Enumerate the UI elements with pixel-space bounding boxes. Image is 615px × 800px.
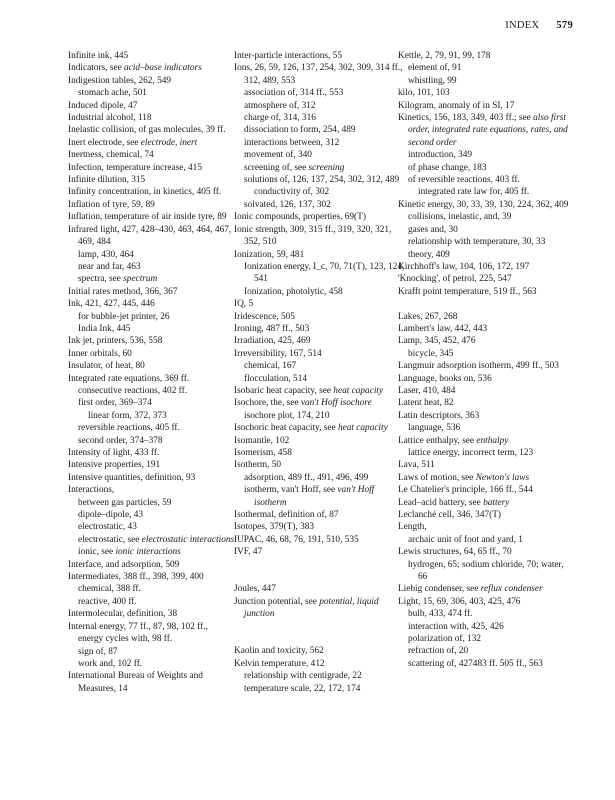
index-entry: Indicators, see acid–base indicators (68, 63, 202, 74)
index-entry: Integrated rate equations, 369 ff. (68, 373, 190, 384)
index-subentry: atmosphere of, 312 (244, 100, 316, 111)
index-entry: Isochore, the, see van't Hoff isochore (234, 398, 372, 409)
index-entry: Ionic strength, 309, 315 ff., 319, 320, 321, 352, 510 (234, 224, 392, 248)
index-subentry: reversible reactions, 405 ff. (78, 423, 180, 434)
index-entry: Iridescence, 505 (234, 311, 295, 322)
index-entry: Ions, 26, 59, 126, 137, 254, 302, 309, 314 ff., 312, 489, 553 (234, 63, 403, 86)
index-entry: Isotherm, 50 (234, 460, 281, 471)
index-subentry: second order, 374–378 (78, 435, 163, 446)
index-entry: Infinite ink, 445 (68, 51, 129, 61)
index-entry: Liebig condenser, see reflux condenser (398, 584, 543, 595)
index-entry: Le Chatelier's principle, 166 ff., 544 (398, 485, 533, 496)
index-entry: Intensive properties, 191 (68, 460, 161, 471)
index-subentry: language, 536 (408, 423, 461, 434)
index-subentry: consecutive reactions, 402 ff. (78, 385, 188, 396)
index-entry: IQ, 5 (234, 299, 254, 310)
index-subentry: hydrogen, 65; sodium chloride, 70; water, 66 (408, 559, 564, 583)
index-entry: Infinite dilution, 315 (68, 175, 146, 186)
index-subentry: linear form, 372, 373 (88, 410, 167, 421)
index-entry: Internal energy, 77 ff., 87, 98, 102 ff., (68, 621, 208, 632)
index-entry: Inflation, temperature of air inside tyre, 89 (68, 212, 227, 223)
index-entry: Induced dipole, 47 (68, 100, 138, 111)
index-entry: Infection, temperature increase, 415 (68, 162, 202, 173)
index-entry: Ionic compounds, properties, 69(T) (234, 212, 366, 223)
index-subentry: flocculation, 514 (244, 373, 307, 384)
section-title: INDEX (505, 20, 540, 31)
index-subentry: adsorption, 489 ff., 491, 496, 499 (244, 472, 369, 483)
spacer (234, 633, 406, 645)
index-subentry: archaic unit of foot and yard, 1 (408, 534, 523, 545)
index-entry: Isomerism, 458 (234, 448, 292, 458)
index-subentry: whistling, 99 (408, 75, 457, 86)
index-subentry: polarization of, 132 (408, 634, 482, 645)
index-subentry: Ionization, photolytic, 458 (244, 286, 343, 297)
spacer (234, 559, 406, 571)
index-subentry: between gas particles, 59 (78, 497, 172, 508)
index-subentry: interactions between, 312 (244, 137, 340, 148)
index-entry: Lambert's law, 442, 443 (398, 323, 488, 334)
index-entry: Laws of motion, see Newton's laws (398, 472, 530, 483)
index-entry: Lakes, 267, 268 (398, 311, 458, 322)
index-entry: Inert electrode, see electrode, inert (68, 137, 198, 148)
index-entry: Langmuir adsorption isotherm, 499 ff., 503 (398, 361, 559, 372)
index-entry: Kaolin and toxicity, 562 (234, 646, 324, 657)
index-entry: Inertness, chemical, 74 (68, 150, 154, 161)
index-subentry: conductivity of, 302 (254, 187, 330, 198)
index-entry: Lattice enthalpy, see enthalpy (398, 435, 509, 446)
index-entry: Kinetics, 156, 183, 349, 403 ff.; see also first order, integrated rate equations, rates, and second order (398, 113, 568, 148)
index-subentry: sign of, 87 (78, 646, 118, 657)
index-subentry: solutions of, 126, 137, 254, 302, 312, 489 (244, 175, 400, 186)
index-entry: Isotopes, 379(T), 383 (234, 522, 315, 533)
index-subentry: association of, 314 ff., 553 (244, 88, 344, 99)
index-entry: Intermolecular, definition, 38 (68, 609, 178, 620)
index-subentry: reactive, 400 ff. (78, 596, 137, 607)
index-subentry: collisions, inelastic, and, 39 (408, 212, 512, 223)
index-subentry: spectra, see spectrum (78, 274, 158, 285)
index-subentry: work and, 102 ff. (78, 658, 143, 669)
index-entry: Isomantle, 102 (234, 435, 290, 446)
index-subentry: relationship with temperature, 30, 33 (408, 237, 546, 248)
index-entry: Infinity concentration, in kinetics, 405 ff. (68, 187, 222, 198)
spacer (398, 298, 570, 310)
index-subentry: refraction of, 20 (408, 646, 469, 657)
index-entry: IVF, 47 (234, 547, 263, 558)
index-subentry: lattice energy, incorrect term, 123 (408, 447, 534, 458)
index-entry: Kirchhoff's law, 104, 106, 172, 197 (398, 261, 530, 272)
index-entry: Intensive quantities, definition, 93 (68, 472, 196, 483)
index-subentry: of reversible reactions, 403 ff. (408, 175, 520, 186)
index-entry: Inner orbitals, 60 (68, 348, 132, 359)
index-entry: Isochoric heat capacity, see heat capacity (234, 423, 388, 434)
index-entry: Interface, and adsorption, 509 (68, 559, 180, 570)
index-entry: Lamp, 345, 452, 476 (398, 336, 476, 347)
index-subentry: ionic, see ionic interactions (78, 547, 181, 558)
index-entry: Infrared light, 427, 428–430, 463, 464, 467, 469, 484 (68, 224, 232, 248)
index-entry: Latent heat, 82 (398, 398, 454, 409)
index-subentry: relationship with centigrade, 22 (244, 671, 362, 682)
index-subentry: chemical, 388 ff. (78, 584, 141, 595)
index-subentry: isochore plot, 174, 210 (244, 410, 330, 421)
index-subentry: of phase change, 183 (408, 162, 487, 173)
index-subentry: first order, 369–374 (78, 398, 152, 409)
spacer (234, 571, 406, 583)
index-subentry: chemical, 167 (244, 361, 297, 372)
running-header (505, 20, 573, 31)
index-subentry: bulb, 433, 474 ff. (408, 609, 473, 620)
index-entry: Isothermal, definition of, 87 (234, 510, 339, 521)
page-number: 579 (556, 20, 573, 31)
index-entry: Kettle, 2, 79, 91, 99, 178 (398, 51, 491, 61)
index-entry: Intermediates, 388 ff., 398, 399, 400 (68, 572, 204, 583)
index-entry: Inflation of tyre, 59, 89 (68, 199, 155, 210)
index-entry: Joules, 447 (234, 584, 276, 595)
index-subentry: solvated, 126, 137, 302 (244, 199, 331, 210)
spacer (234, 621, 406, 633)
index-subentry: bicycle, 345 (408, 348, 454, 359)
index-entry: Language, books on, 536 (398, 373, 492, 384)
index-entry: Inelastic collision, of gas molecules, 39 ff. (68, 125, 226, 136)
index-entry: Irreversibility, 167, 514 (234, 348, 322, 359)
index-entry: Ionization, 59, 481 (234, 249, 305, 260)
index-entry: Leclanché cell, 346, 347(T) (398, 510, 501, 521)
index-subentry: India Ink, 445 (78, 323, 131, 334)
index-subentry: screening of, see screening (244, 162, 345, 173)
index-subentry: gases and, 30 (408, 224, 458, 235)
index-column-2 (234, 50, 406, 695)
index-subentry: electrostatic, see electrostatic interactions (78, 534, 235, 545)
index-entry: IUPAC, 46, 68, 76, 191, 510, 535 (234, 534, 359, 545)
index-entry: Kilogram, anomaly of in SI, 17 (398, 100, 515, 111)
index-subentry: dissociation to form, 254, 489 (244, 125, 356, 136)
index-subentry: movement of, 340 (244, 150, 312, 161)
index-entry: Indigestion tables, 262, 549 (68, 75, 172, 86)
index-entry: Junction potential, see potential, liquid junction (234, 596, 379, 620)
index-subentry: interaction with, 425, 426 (408, 621, 504, 632)
index-entry: Kelvin temperature, 412 (234, 658, 325, 669)
index-entry: Interactions, (68, 485, 115, 496)
index-subentry: near and far, 463 (78, 261, 141, 272)
index-entry: Isobaric heat capacity, see heat capacity (234, 385, 384, 396)
index-entry: Initial rates method, 366, 367 (68, 286, 178, 297)
index-entry: Light, 15, 69, 306, 403, 425, 476 (398, 596, 521, 607)
index-entry: Insulator, of heat, 80 (68, 361, 145, 372)
index-subentry: theory, 409 (408, 249, 450, 260)
index-subentry: charge of, 314, 316 (244, 113, 316, 124)
index-subentry: scattering of, 427483 ff. 505 ff., 563 (408, 658, 543, 669)
index-entry: Industrial alcohol, 118 (68, 113, 152, 124)
index-subentry: for bubble-jet printer, 26 (78, 311, 170, 322)
index-entry: kilo, 101, 103 (398, 88, 450, 99)
index-entry: Krafft point temperature, 519 ff., 563 (398, 286, 537, 297)
index-entry: Ink, 421, 427, 445, 446 (68, 299, 155, 310)
index-entry: Inter-particle interactions, 55 (234, 51, 342, 61)
index-entry: Lewis structures, 64, 65 ff., 70 (398, 547, 512, 558)
index-subentry: lamp, 430, 464 (78, 249, 134, 260)
index-entry: Laser, 410, 484 (398, 385, 456, 396)
index-entry: Intensity of light, 433 ff. (68, 448, 160, 458)
index-subentry: element of, 91 (408, 63, 462, 74)
index-subentry: integrated rate law for, 405 ff. (418, 187, 530, 198)
index-subentry: stomach ache, 501 (78, 88, 147, 99)
index-entry: 'Knocking', of petrol, 225, 547 (398, 274, 512, 285)
index-column-1 (68, 50, 240, 695)
index-subentry: isotherm, van't Hoff, see van't Hoff isotherm (244, 485, 375, 508)
index-subentry: Ionization energy, I_c, 70, 71(T), 123, 124, 541 (244, 261, 405, 285)
index-entry: Lava, 511 (398, 460, 435, 471)
index-column-3 (398, 50, 570, 670)
index-entry: Length, (398, 522, 427, 533)
index-entry: Lead–acid battery, see battery (398, 497, 510, 508)
index-entry: Irradiation, 425, 469 (234, 336, 311, 347)
index-subentry: energy cycles with, 98 ff. (78, 634, 173, 645)
index-subentry: temperature scale, 22, 172, 174 (244, 683, 361, 694)
index-entry: International Bureau of Weights and Measures, 14 (68, 671, 203, 694)
index-subentry: electrostatic, 43 (78, 522, 137, 533)
index-entry: Latin descriptors, 363 (398, 410, 480, 421)
index-entry: Ink jet, printers, 536, 558 (68, 336, 163, 347)
index-entry: Ironing, 487 ff., 503 (234, 323, 310, 334)
index-subentry: introduction, 349 (408, 150, 473, 161)
index-subentry: dipole–dipole, 43 (78, 510, 144, 521)
index-entry: Kinetic energy, 30, 33, 39, 130, 224, 362, 409 (398, 199, 569, 210)
